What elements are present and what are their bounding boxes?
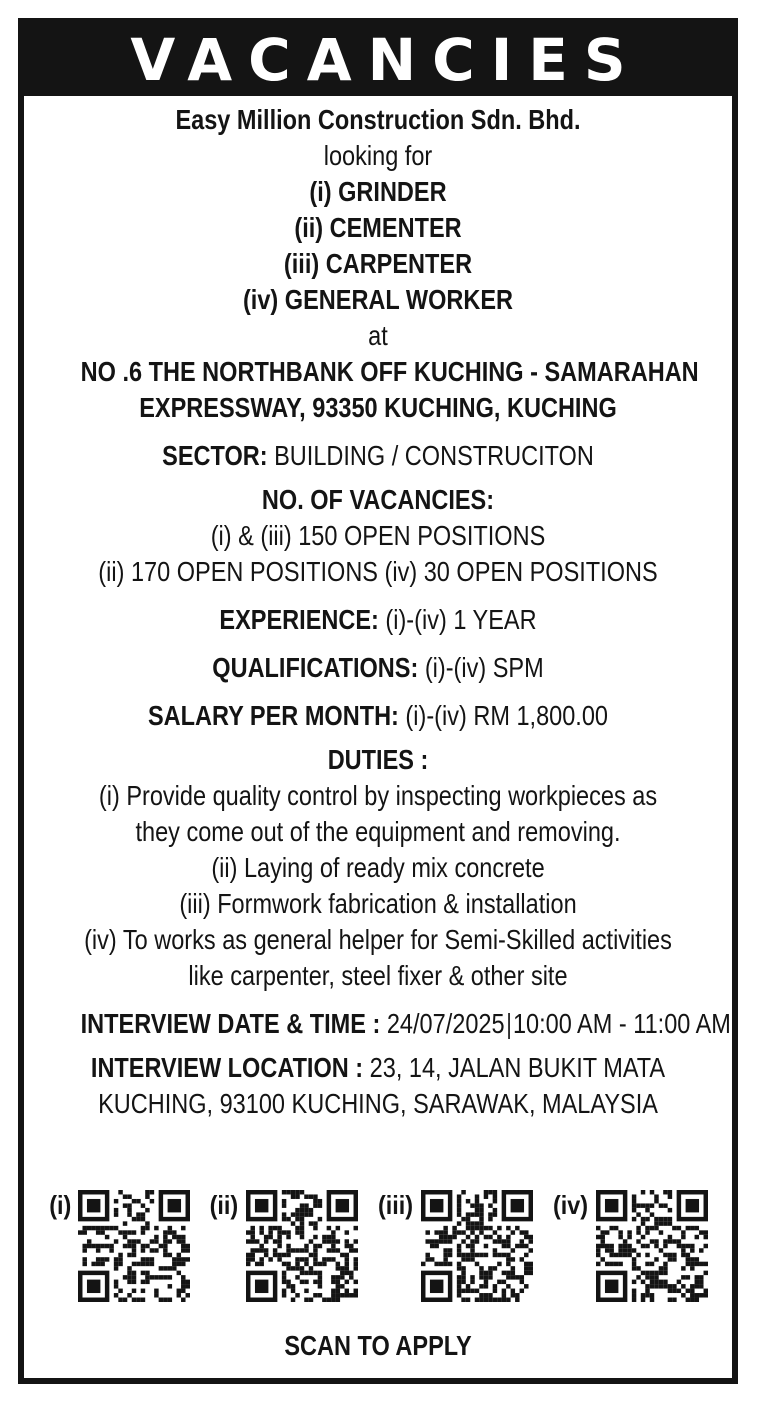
ad-body <box>80 102 731 1122</box>
qr-label: (ii) <box>209 1190 239 1220</box>
qr-item-iii[interactable] <box>376 1190 533 1302</box>
qr-code-icon[interactable] <box>421 1190 533 1302</box>
scan-to-apply-text: SCAN TO APPLY <box>284 1330 472 1361</box>
duty-line: they come out of the equipment and removing. <box>135 816 621 847</box>
duty-line: like carpenter, steel fixer & other site <box>188 960 568 991</box>
qualifications-value: (i)-(iv) SPM <box>418 652 544 683</box>
qualifications-row <box>81 650 676 686</box>
page-title: VACANCIES <box>130 26 642 94</box>
duty-line: (iv) To works as general helper for Semi-Skilled activities <box>84 924 672 955</box>
duty-line: (iii) Formwork fabrication & installation <box>179 888 577 919</box>
interview-location-line1: 23, 14, JALAN BUKIT MATA <box>369 1052 666 1083</box>
experience-label: EXPERIENCE: <box>219 604 379 635</box>
interview-location-line2: KUCHING, 93100 KUCHING, SARAWAK, MALAYSIA <box>98 1088 658 1119</box>
qr-code-icon[interactable] <box>246 1190 358 1302</box>
position-item: (ii) CEMENTER <box>294 212 462 243</box>
vacancies-line: (ii) 170 OPEN POSITIONS (iv) 30 OPEN POSITIONS <box>98 556 658 587</box>
interview-location-row <box>81 1050 676 1086</box>
sector-value: BUILDING / CONSTRUCITON <box>267 440 594 471</box>
sector-row <box>81 438 676 474</box>
salary-row <box>81 698 676 734</box>
duties-label: DUTIES : <box>327 744 429 775</box>
vacancy-ad-frame <box>18 18 738 1384</box>
qr-item-ii[interactable] <box>208 1190 358 1302</box>
address-line: NO .6 THE NORTHBANK OFF KUCHING - SAMARAHAN <box>80 356 699 387</box>
interview-date-colon: : <box>365 1008 387 1039</box>
qr-code-icon[interactable] <box>78 1190 190 1302</box>
address-line: EXPRESSWAY, 93350 KUCHING, KUCHING <box>139 392 617 423</box>
at-text: at <box>368 320 388 351</box>
qr-item-i[interactable] <box>48 1190 191 1302</box>
position-item: (i) GRINDER <box>309 176 447 207</box>
position-item: (iv) GENERAL WORKER <box>242 284 514 315</box>
qr-label: (i) <box>49 1190 72 1220</box>
qr-code-row <box>24 1190 732 1302</box>
duty-line: (i) Provide quality control by inspecting workpieces as <box>98 780 658 811</box>
experience-row <box>81 602 676 638</box>
position-item: (iii) CARPENTER <box>283 248 473 279</box>
duty-line: (ii) Laying of ready mix concrete <box>211 852 545 883</box>
salary-label: SALARY PER MONTH: <box>147 700 399 731</box>
interview-time-value: 10:00 AM - 11:00 AM <box>512 1008 731 1039</box>
header-banner <box>24 24 732 96</box>
vacancies-label: NO. OF VACANCIES: <box>261 484 495 515</box>
qr-label: (iii) <box>378 1190 414 1220</box>
vacancies-line: (i) & (iii) 150 OPEN POSITIONS <box>210 520 546 551</box>
interview-date-value: 24/07/2025 <box>386 1008 505 1039</box>
divider <box>508 1013 510 1039</box>
salary-value: (i)-(iv) RM 1,800.00 <box>398 700 609 731</box>
interview-location-label: INTERVIEW LOCATION <box>90 1052 349 1083</box>
interview-date-label: INTERVIEW DATE & TIME <box>80 1008 366 1039</box>
interview-location-colon: : <box>348 1052 370 1083</box>
looking-for-text: looking for <box>323 140 433 171</box>
sector-label: SECTOR: <box>162 440 268 471</box>
company-name: Easy Million Construction Sdn. Bhd. <box>175 104 581 135</box>
experience-value: (i)-(iv) 1 YEAR <box>378 604 537 635</box>
qr-label: (iv) <box>553 1190 589 1220</box>
interview-date-row <box>80 1006 731 1042</box>
qr-item-iv[interactable] <box>551 1190 708 1302</box>
qualifications-label: QUALIFICATIONS: <box>212 652 419 683</box>
qr-code-icon[interactable] <box>596 1190 708 1302</box>
